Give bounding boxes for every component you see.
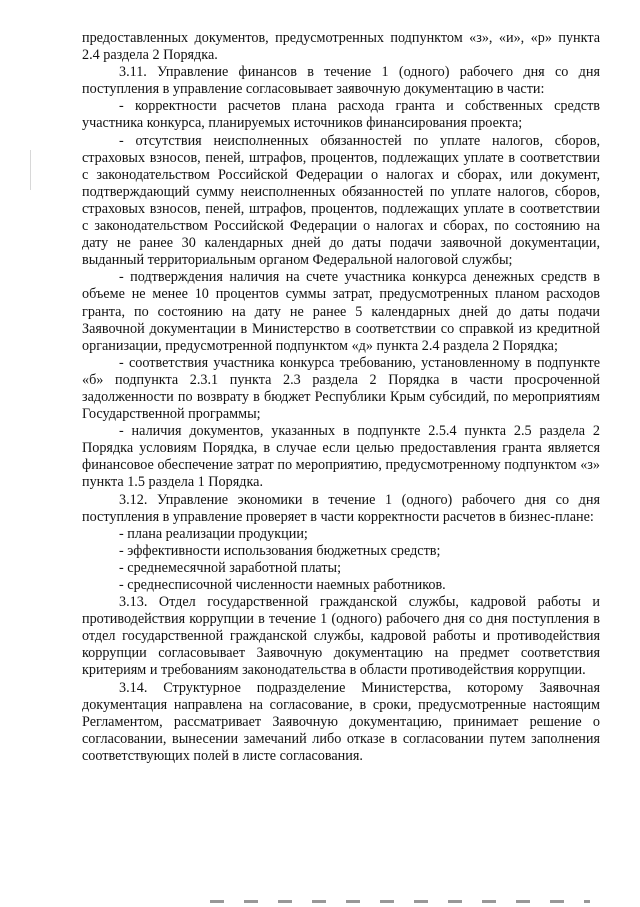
list-item: - плана реализации продукции; bbox=[119, 525, 308, 542]
list-item: - среднесписочной численности наемных работников. bbox=[119, 577, 446, 593]
list-item: - соответствия участника конкурса требованию, установленному в подпункте «б» подпункта 2.3.1 пункта 2.3 раздела 2 Порядка в части просроченной задолженности по возврату в бюджет Республики Крым субсидий, по мероприятиям Государственной программы; bbox=[82, 354, 600, 423]
scan-bottom-edge bbox=[210, 900, 590, 903]
document-body bbox=[82, 30, 600, 765]
paragraph-3-11: 3.11. Управление финансов в течение 1 (одного) рабочего дня со дня поступления в управление согласовывает заявочную документацию в части: bbox=[82, 64, 600, 98]
scan-margin-mark bbox=[30, 150, 31, 190]
paragraph-continuation: предоставленных документов, предусмотренных подпунктом «з», «и», «р» пункта 2.4 раздела 2 Порядка. bbox=[82, 30, 600, 64]
list-item: - подтверждения наличия на счете участника конкурса денежных средств в объеме не менее 10 процентов суммы затрат, предусмотренных планом расходов гранта, по состоянию на дату не ранее 5 календарных дней до даты подачи Заявочной документации в Министерство в соответствии со справкой из кредитной организации, предусмотренной подпунктом «д» пункта 2.4 раздела 2 Порядка; bbox=[82, 269, 600, 354]
paragraph-3-13: 3.13. Отдел государственной гражданской службы, кадровой работы и противодействия коррупции в течение 1 (одного) рабочего дня со дня поступления в отдел государственной гражданской службы, кадровой работы и противодействия коррупции согласовывает Заявочную документацию на предмет соответствия критериям и требованиям законодательства в области противодействия коррупции. bbox=[82, 594, 600, 679]
list-item: - корректности расчетов плана расхода гранта и собственных средств участника конкурса, планируемых источников финансирования проекта; bbox=[82, 98, 600, 132]
paragraph-3-14: 3.14. Структурное подразделение Министерства, которому Заявочная документация направлена на согласование, в сроки, предусмотренные настоящим Регламентом, рассматривает Заявочную документацию, принимает решение о согласовании, вынесении замечаний либо отказе в согласовании путем заполнения соответствующих полей в листе согласования. bbox=[82, 679, 600, 764]
list-item: - наличия документов, указанных в подпункте 2.5.4 пункта 2.5 раздела 2 Порядка условиям Порядка, в случае если целью предоставления гранта является финансовое обеспечение затрат по мероприятию, предусмотренному подпунктом «з» пункта 1.5 раздела 1 Порядка. bbox=[82, 423, 600, 491]
list-item: - отсутствия неисполненных обязанностей по уплате налогов, сборов, страховых взносов, пеней, штрафов, процентов, подлежащих уплате в соответствии с законодательством Российской Федерации о налогах и сборах, или документ, подтверждающий сумму неисполненных обязанностей по уплате налогов, сборов, страховых взносов, пеней, штрафов, процентов, подлежащих уплате в соответствии с законодательством Российской Федерации о налогах и сборах, по состоянию на дату не ранее 30 календарных дней до даты подачи заявочной документации, выданный территориальным органом Федеральной налоговой службы; bbox=[82, 132, 600, 269]
list-item: - среднемесячной заработной платы; bbox=[119, 559, 342, 576]
list-item: - эффективности использования бюджетных средств; bbox=[119, 542, 441, 559]
paragraph-3-12: 3.12. Управление экономики в течение 1 (одного) рабочего дня со дня поступления в управление проверяет в части корректности расчетов в бизнес-плане: bbox=[82, 491, 600, 525]
